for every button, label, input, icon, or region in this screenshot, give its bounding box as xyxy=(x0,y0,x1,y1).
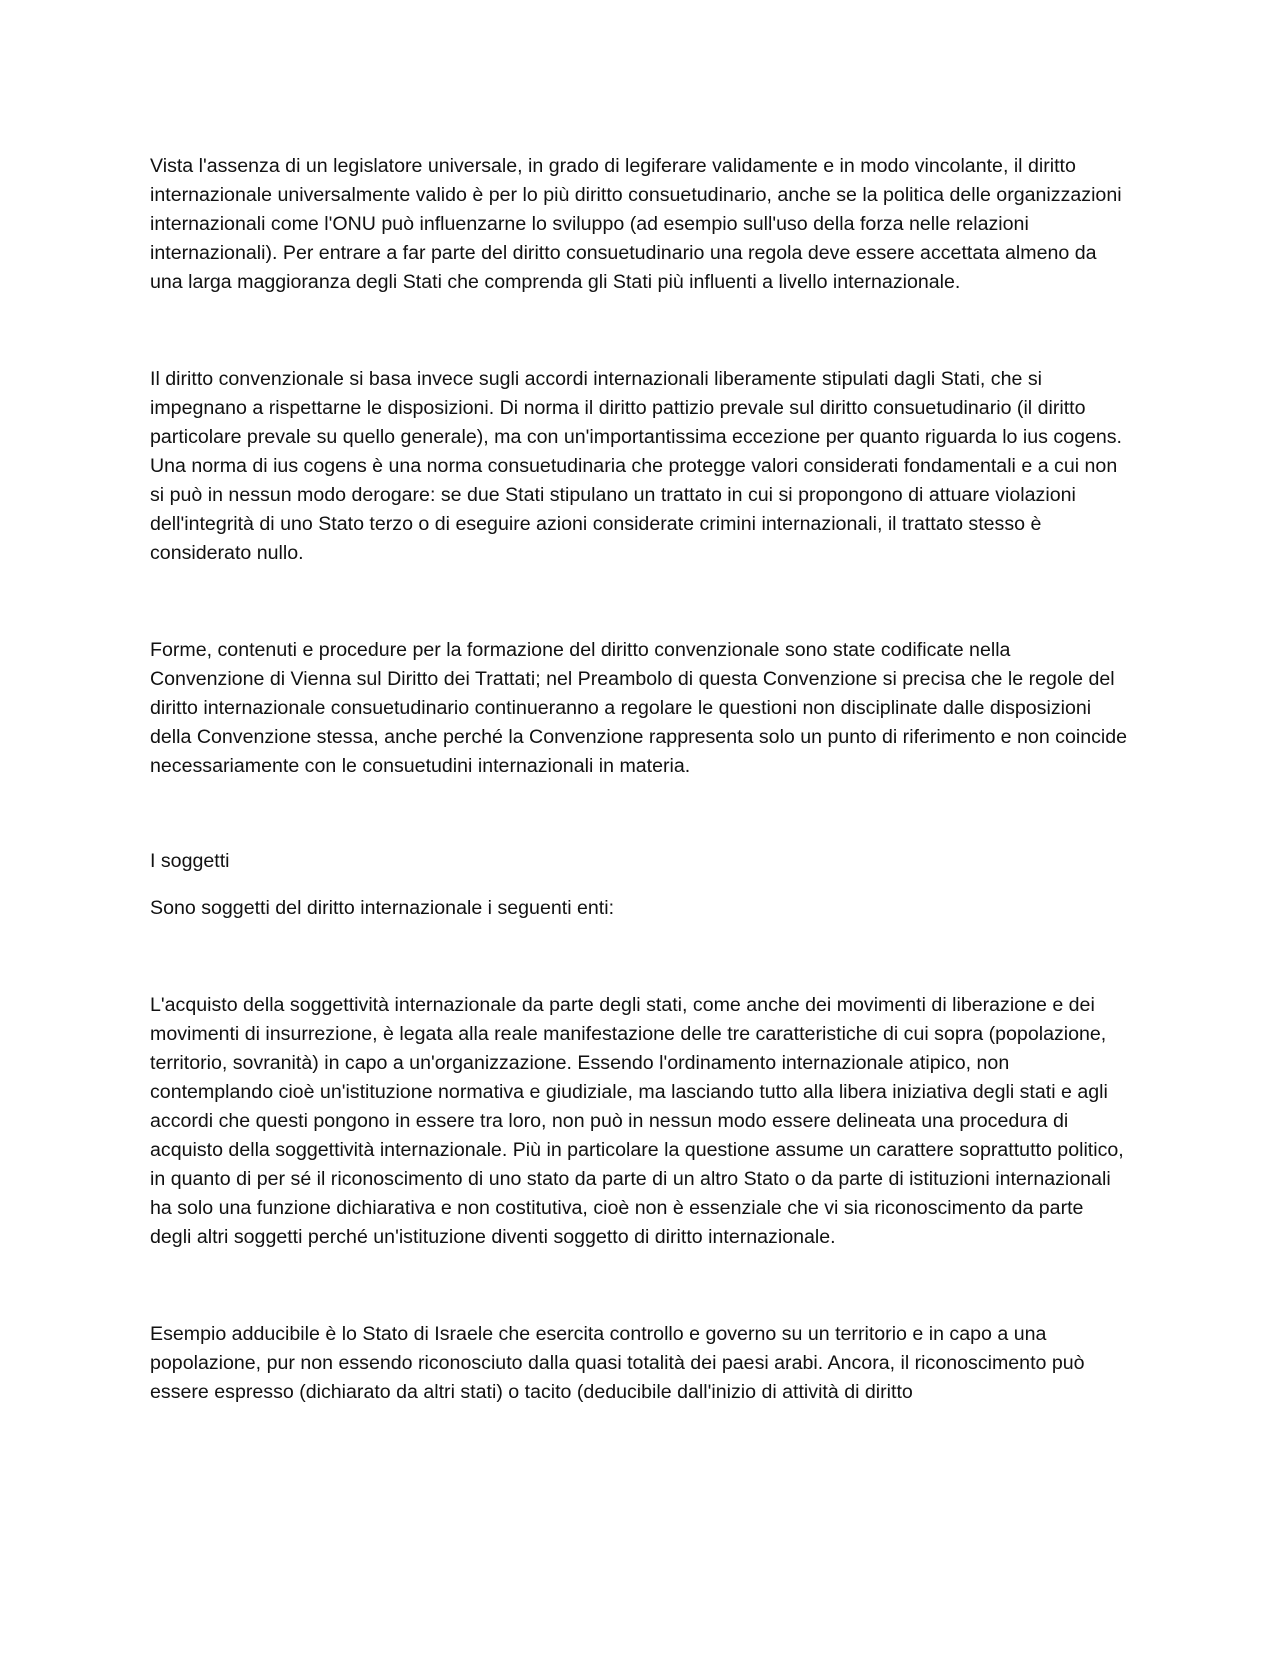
paragraph-diritto-consuetudinario: Vista l'assenza di un legislatore universale, in grado di legiferare validamente e in modo vincolante, il diritto internazionale universalmente valido è per lo più diritto consuetudinario, anche se la politica delle organizzazioni internazionali come l'ONU può influenzarne lo sviluppo (ad esempio sull'uso della forza nelle relazioni internazionali). Per entrare a far parte del diritto consuetudinario una regola deve essere accettata almeno da una larga maggioranza degli Stati che comprenda gli Stati più influenti a livello internazionale. xyxy=(150,155,1122,293)
paragraph-diritto-convenzionale: Il diritto convenzionale si basa invece sugli accordi internazionali liberamente stipulati dagli Stati, che si impegnano a rispettarne le disposizioni. Di norma il diritto pattizio prevale sul diritto consuetudinario (il diritto particolare prevale su quello generale), ma con un'importantissima eccezione per quanto riguarda lo ius cogens. Una norma di ius cogens è una norma consuetudinaria che protegge valori considerati fondamentali e a cui non si può in nessun modo derogare: se due Stati stipulano un trattato in cui si propongono di attuare violazioni dell'integrità di uno Stato terzo o di eseguire azioni considerate crimini internazionali, il trattato stesso è considerato nullo. xyxy=(150,368,1123,564)
paragraph-esempio-israele: Esempio adducibile è lo Stato di Israele che esercita controllo e governo su un territorio e in capo a una popolazione, pur non essendo riconosciuto dalla quasi totalità dei paesi arabi. Ancora, il riconoscimento può essere espresso (dichiarato da altri stati) o tacito (deducibile dall'inizio di attività di diritto xyxy=(150,1323,1085,1403)
section-heading-soggetti: I soggetti xyxy=(150,850,230,872)
paragraph-soggettivita-internazionale: L'acquisto della soggettività internazionale da parte degli stati, come anche dei movimenti di liberazione e dei movimenti di insurrezione, è legata alla reale manifestazione delle tre caratteristiche di cui sopra (popolazione, territorio, sovranità) in capo a un'organizzazione. Essendo l'ordinamento internazionale atipico, non contemplando cioè un'istituzione normativa e giudiziale, ma lasciando tutto alla libera iniziativa degli stati e agli accordi che questi pongono in essere tra loro, non può in nessun modo essere delineata una procedura di acquisto della soggettività internazionale. Più in particolare la questione assume un carattere soprattutto politico, in quanto di per sé il riconoscimento di uno stato da parte di un altro Stato o da parte di istituzioni internazionali ha solo una funzione dichiarativa e non costitutiva, cioè non è essenziale che vi sia riconoscimento da parte degli altri soggetti perché un'istituzione diventi soggetto di diritto internazionale. xyxy=(150,994,1124,1248)
paragraph-soggetti-intro: Sono soggetti del diritto internazionale i seguenti enti: xyxy=(150,897,615,919)
paragraph-convenzione-vienna: Forme, contenuti e procedure per la formazione del diritto convenzionale sono state codificate nella Convenzione di Vienna sul Diritto dei Trattati; nel Preambolo di questa Convenzione si precisa che le regole del diritto internazionale consuetudinario continueranno a regolare le questioni non disciplinate dalle disposizioni della Convenzione stessa, anche perché la Convenzione rappresenta solo un punto di riferimento e non coincide necessariamente con le consuetudini internazionali in materia. xyxy=(150,639,1128,777)
